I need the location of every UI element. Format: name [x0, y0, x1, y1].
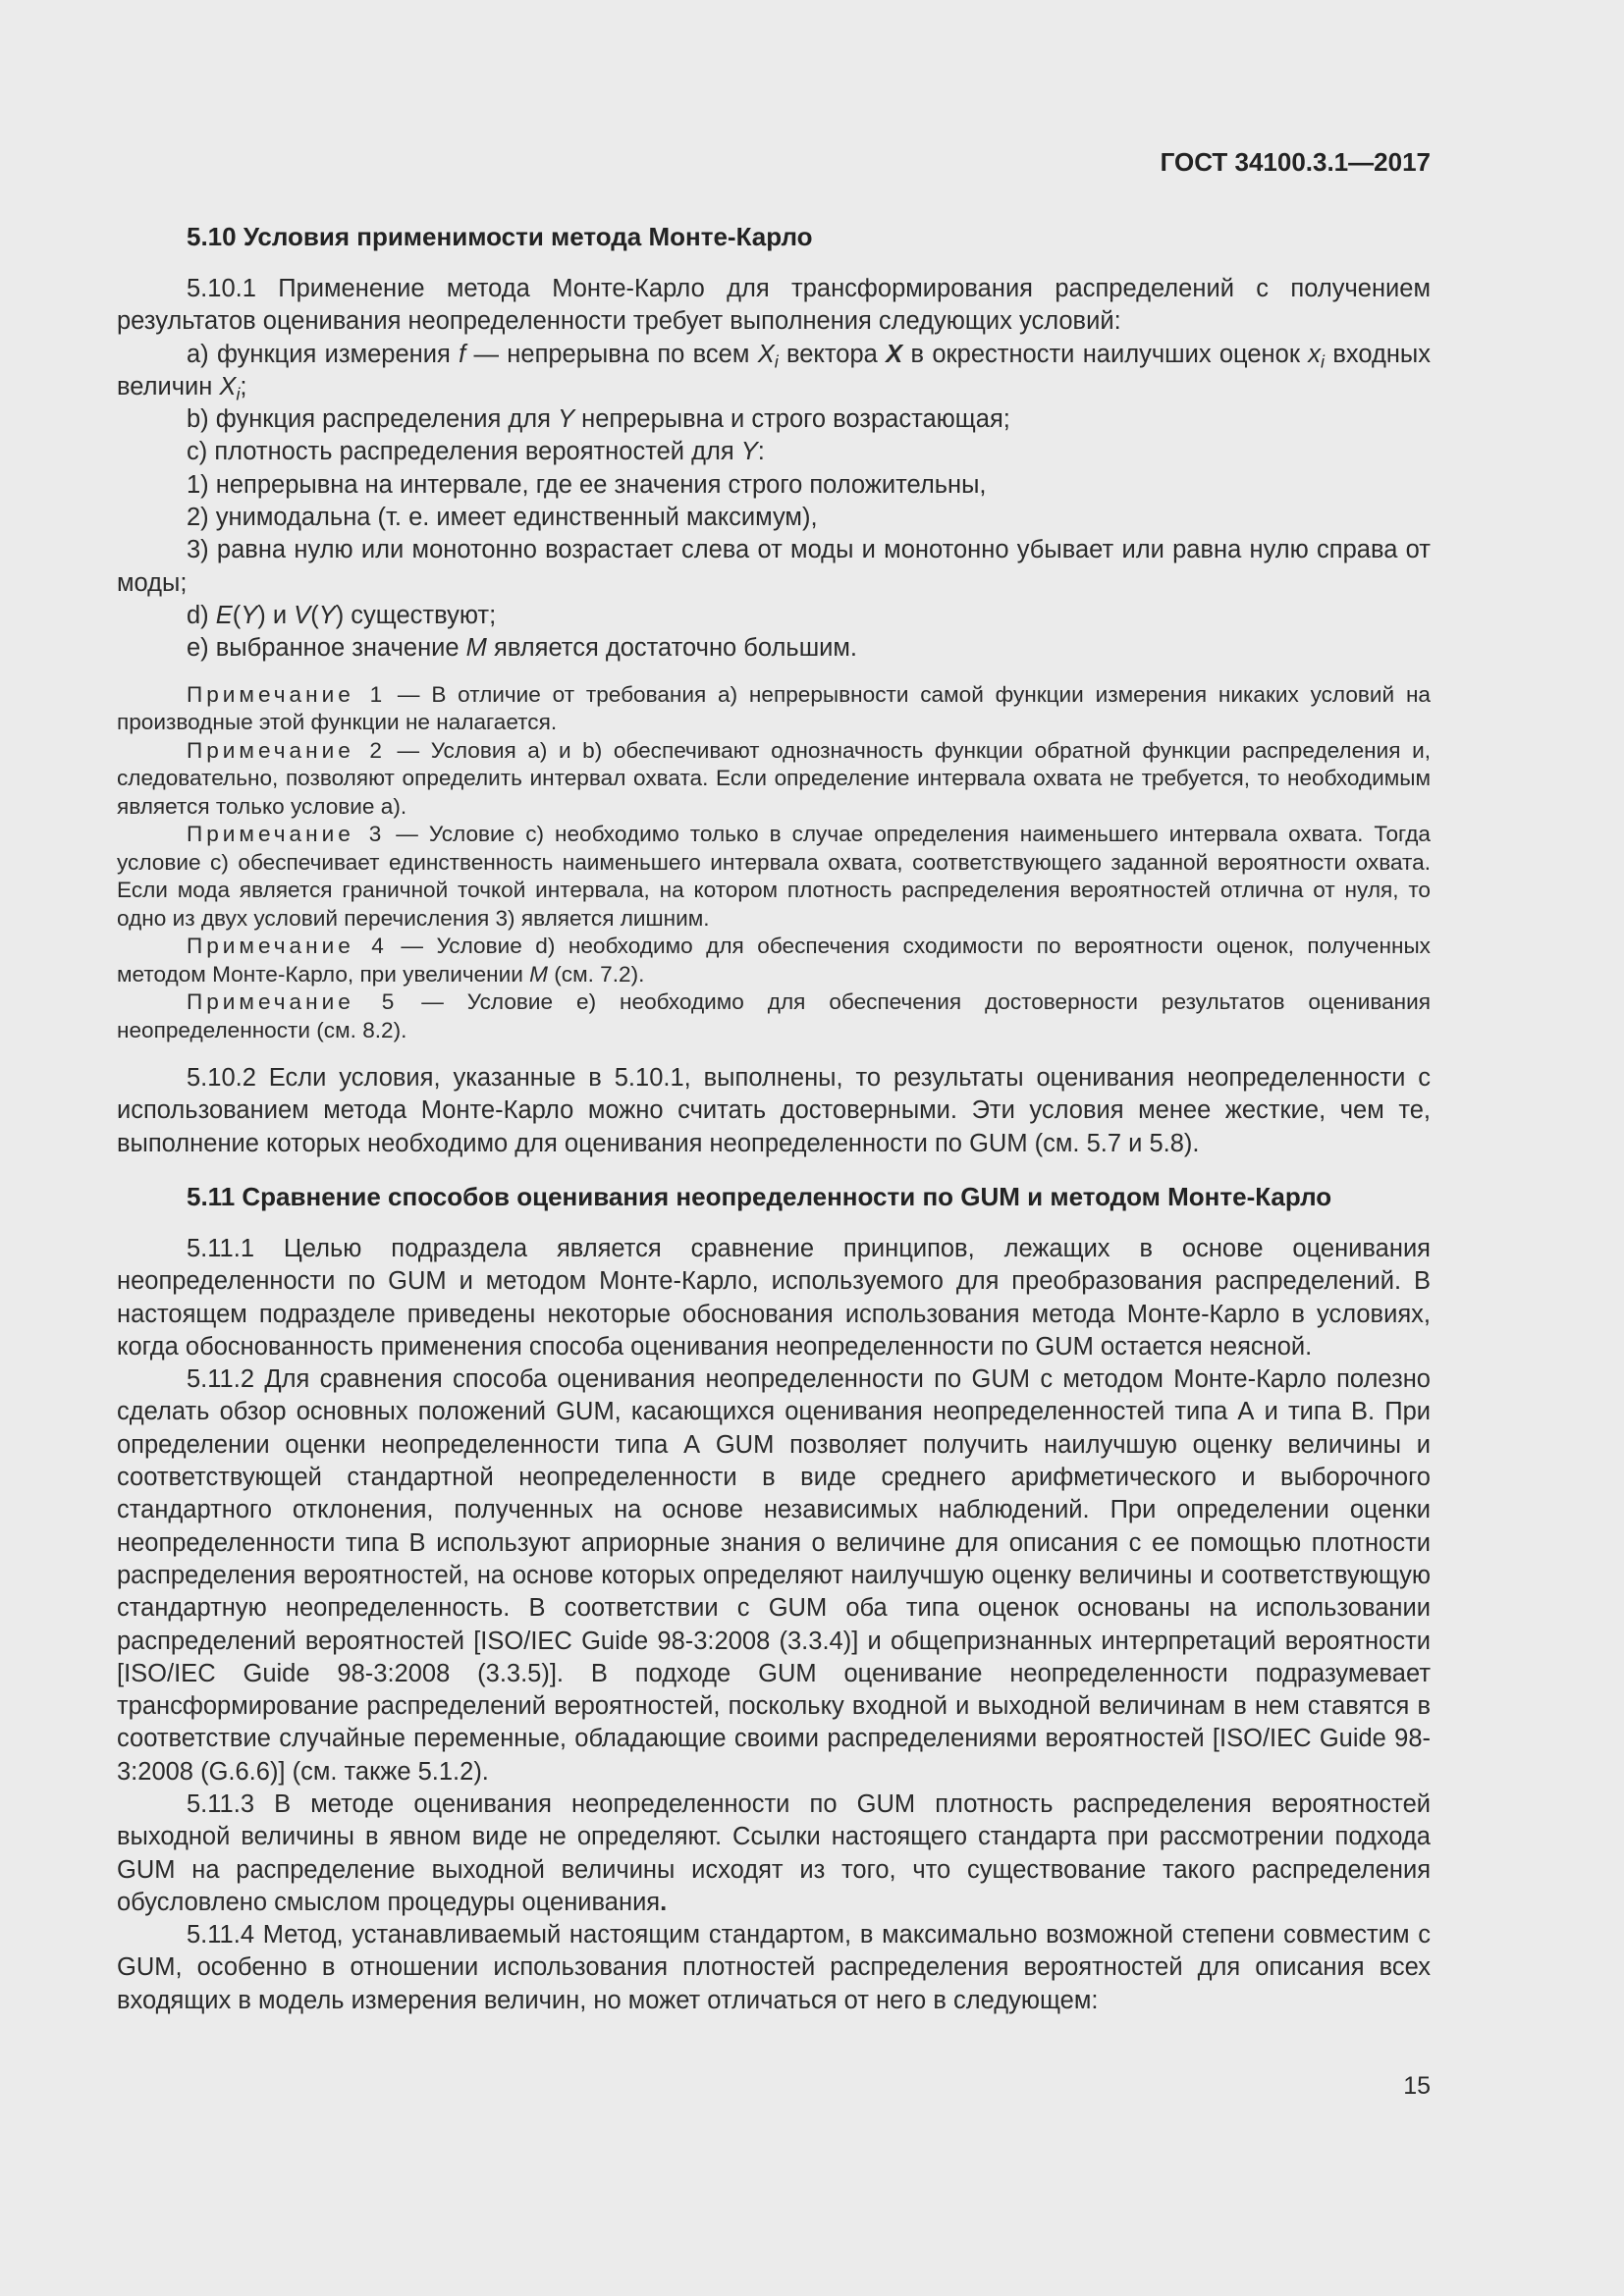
- note-1: Примечание 1 — В отличие от требования а) непрерывности самой функции измерения никаких условий на производные этой функции не налагается.: [117, 681, 1431, 735]
- section-5-10-title: 5.10 Условия применимости метода Монте-Карло: [187, 222, 813, 251]
- paragraph-5-10-1: 5.10.1 Применение метода Монте-Карло для трансформирования распределений с получением результатов оценивания неопределенности требует выполнения следующих условий:: [117, 275, 1431, 336]
- document-page: [117, 145, 1431, 2017]
- condition-a: а) функция измерения f — непрерывна по всем $X_i$ вектора X в окрестности наилучших оценок $x_i$ входных величин $X_i$;: [117, 340, 1431, 404]
- page-number: 15: [1403, 2072, 1431, 2100]
- note-4: Примечание 4 — Условие d) необходимо для обеспечения сходимости по вероятности оценок, полученных методом Монте-Карло, при увеличении M (см. 7.2).: [117, 934, 1431, 987]
- paragraph-5-11-4: 5.11.4 Метод, устанавливаемый настоящим стандартом, в максимально возможной степени совместим с GUM, особенно в отношении использования плотностей распределения вероятностей для описания всех входящих в модель измерения величин, но может отличаться от него в следующем:: [117, 1921, 1431, 2014]
- paragraph-5-11-3: 5.11.3 В методе оценивания неопределенности по GUM плотность распределения вероятностей выходной величины в явном виде не определяют. Ссылки настоящего стандарта при рассмотрении подхода GUM на распределение выходной величины исходят из того, что существование такого распределения обусловлено смыслом процедуры оценивания.: [117, 1790, 1431, 1916]
- notes-block: [117, 681, 1431, 1045]
- condition-b: b) функция распределения для Y непрерывна и строго возрастающая;: [187, 405, 1010, 434]
- paragraph-5-11-1: 5.11.1 Целью подраздела является сравнение принципов, лежащих в основе оценивания неопределенности по GUM и методом Монте-Карло, используемого для преобразования распределений. В настоящем подразделе приведены некоторые обоснования использования метода Монте-Карло в условиях, когда обоснованность применения способа оценивания неопределенности по GUM остается неясной.: [117, 1234, 1431, 1361]
- condition-d: d) E(Y) и V(Y) существуют;: [187, 601, 497, 629]
- note-3: Примечание 3 — Условие с) необходимо только в случае определения наименьшего интервала охвата. Тогда условие с) обеспечивает единственность наименьшего интервала охвата, соответствующего заданной вероятности охвата. Если мода является граничной точкой интервала, на котором плотность распределения вероятностей отлична от нуля, то одно из двух условий перечисления 3) является лишним.: [117, 822, 1431, 931]
- condition-c-2: 2) унимодальна (т. е. имеет единственный максимум),: [187, 504, 818, 532]
- paragraph-5-11-2: 5.11.2 Для сравнения способа оценивания неопределенности по GUM с методом Монте-Карло полезно сделать обзор основных положений GUM, касающихся оценивания неопределенностей типа А и типа В. При определении оценки неопределенности типа А GUM позволяет получить наилучшую оценку величины и соответствующей стандартной неопределенности в виде среднего арифметического и выборочного стандартного отклонения, полученных на основе независимых наблюдений. При определении оценки неопределенности типа В используют априорные знания о величине для описания с ее помощью плотности распределения вероятностей, на основе которых определяют наилучшую оценку величины и соответствующую стандартную неопределенность. В соответствии с GUM оба типа оценок основаны на использовании распределений вероятностей [ISO/IEC Guide 98-3:2008 (3.3.4)] и общепризнанных интерпретаций вероятности [ISO/IEC Guide 98-3:2008 (3.3.5)]. В подходе GUM оценивание неопределенности подразумевает трансформирование распределений вероятностей, поскольку входной и выходной величинам в нем ставятся в соответствие случайные переменные, обладающие своими распределениями вероятностей [ISO/IEC Guide 98-3:2008 (G.6.6)] (см. также 5.1.2).: [117, 1365, 1431, 1786]
- condition-c: с) плотность распределения вероятностей для Y:: [187, 438, 765, 466]
- paragraph-5-10-2: 5.10.2 Если условия, указанные в 5.10.1, выполнены, то результаты оценивания неопределенности с использованием метода Монте-Карло можно считать достоверными. Эти условия менее жесткие, чем те, выполнение которых необходимо для оценивания неопределенности по GUM (см. 5.7 и 5.8).: [117, 1064, 1431, 1157]
- condition-e: е) выбранное значение M является достаточно большим.: [187, 634, 858, 663]
- section-5-11-title: 5.11 Сравнение способов оценивания неопределенности по GUM и методом Монте-Карло: [187, 1181, 1332, 1211]
- condition-c-3: 3) равна нулю или монотонно возрастает слева от моды и монотонно убывает или равна нулю справа от моды;: [117, 536, 1431, 597]
- condition-c-1: 1) непрерывна на интервале, где ее значения строго положительны,: [187, 470, 987, 499]
- note-5: Примечание 5 — Условие е) необходимо для обеспечения достоверности результатов оценивания неопределенности (см. 8.2).: [117, 989, 1431, 1042]
- note-2: Примечание 2 — Условия а) и b) обеспечивают однозначность функции обратной функции распределения и, следовательно, позволяют определить интервал охвата. Если определение интервала охвата не требуется, то необходимым является только условие а).: [117, 737, 1431, 819]
- document-header: ГОСТ 34100.3.1—2017: [1160, 147, 1431, 177]
